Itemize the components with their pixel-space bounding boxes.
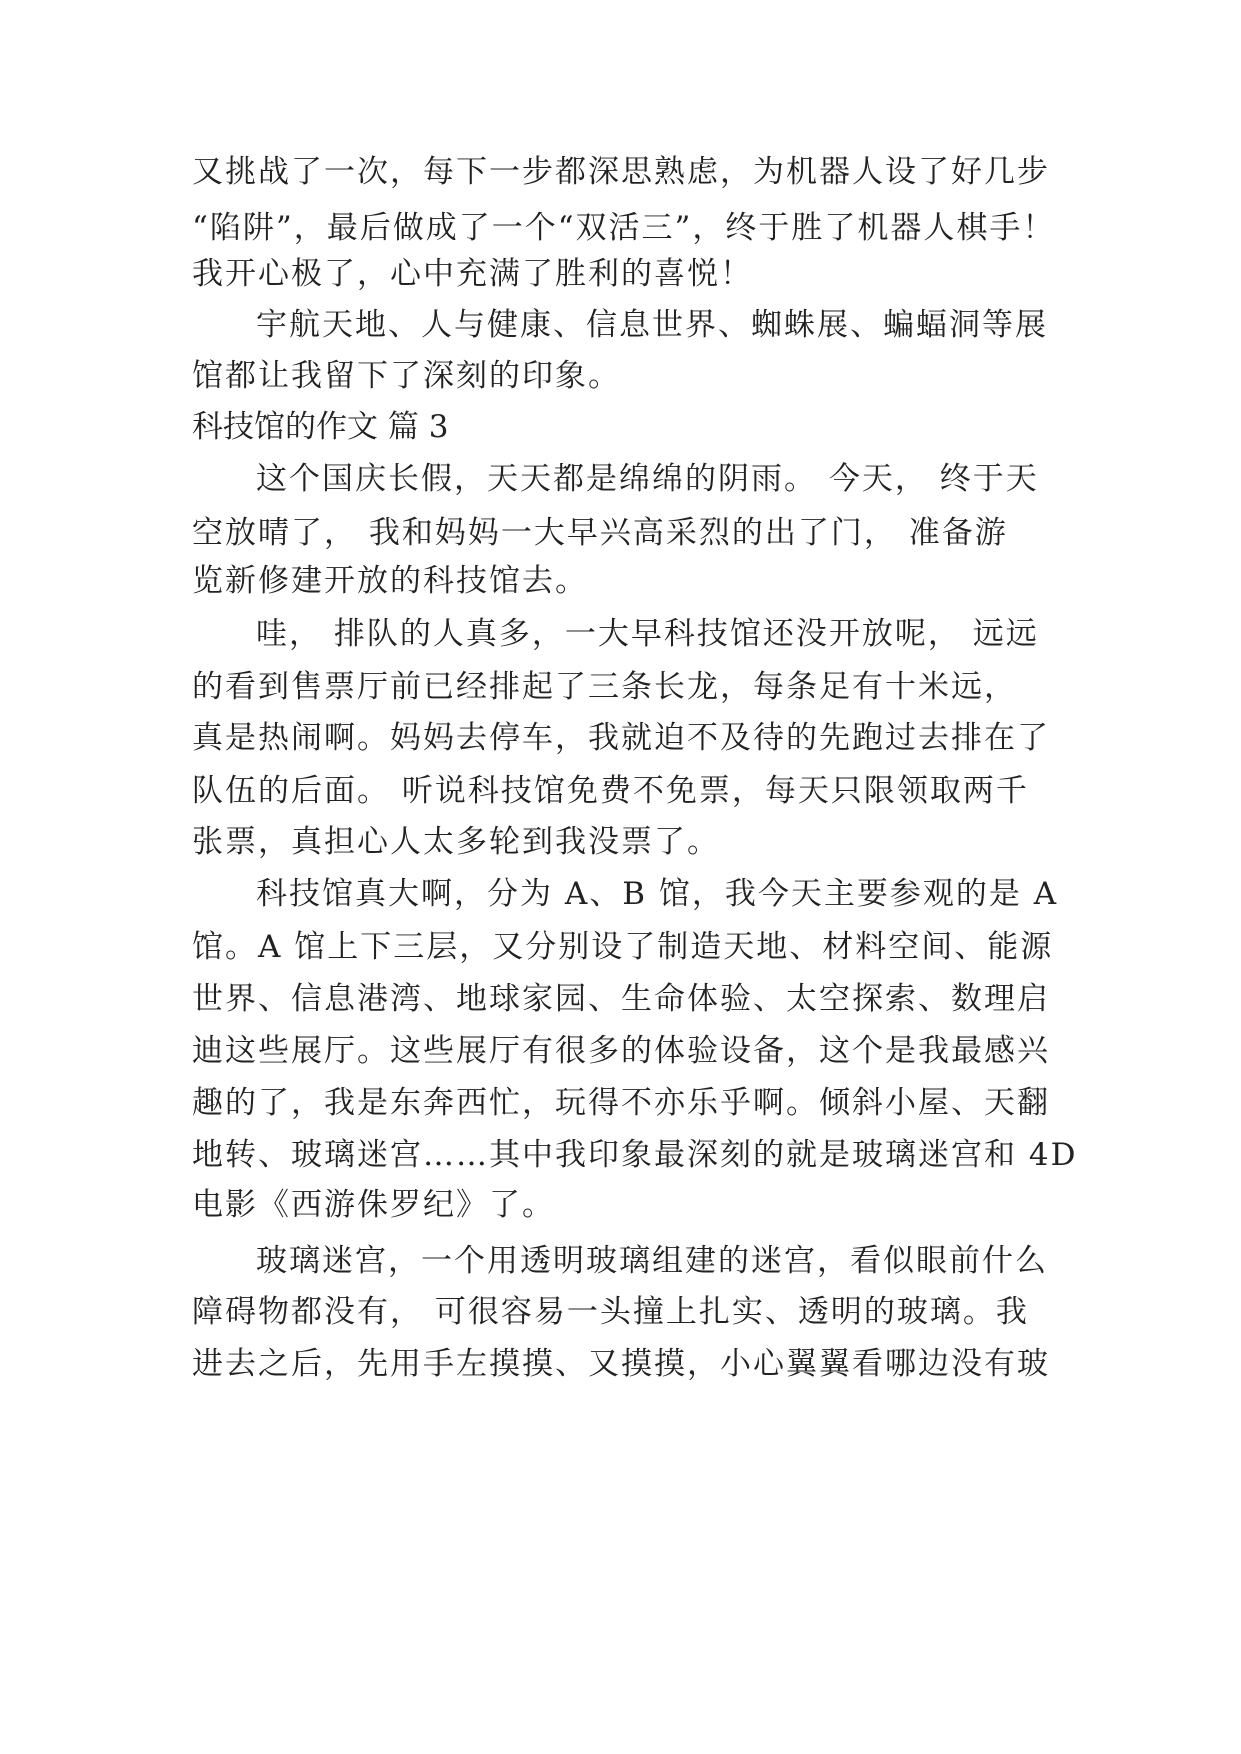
text-line: 科技馆真大啊，分为 A、B 馆，我今天主要参观的是 A [256, 876, 1059, 912]
text-line: 张票，真担心人太多轮到我没票了。 [192, 824, 720, 860]
text-line: 又挑战了一次，每下一步都深思熟虑，为机器人设了好几步 [192, 154, 1050, 190]
text-line: 览新修建开放的科技馆去。 [192, 563, 588, 599]
text-line: 世界、信息港湾、地球家园、生命体验、太空探索、数理启 [192, 981, 1050, 1017]
text-line: 进去之后，先用手左摸摸、又摸摸，小心翼翼看哪边没有玻 [192, 1346, 1050, 1382]
text-line: 空放晴了， 我和妈妈一大早兴高采烈的出了门， 准备游 [192, 515, 1008, 551]
section-title: 科技馆的作文 篇 3 [192, 409, 449, 445]
text-line: 地转、玻璃迷宫……其中我印象最深刻的就是玻璃迷宫和 4D [192, 1137, 1078, 1173]
text-line: “陷阱”，最后做成了一个“双活三”，终于胜了机器人棋手！ [192, 210, 1056, 246]
text-line: 队伍的后面。 听说科技馆免费不免票，每天只限领取两千 [192, 773, 1029, 809]
text-line: 真是热闹啊。妈妈去停车，我就迫不及待的先跑过去排在了 [192, 720, 1050, 756]
text-line: 我开心极了，心中充满了胜利的喜悦！ [192, 256, 753, 292]
text-line: 宇航天地、人与健康、信息世界、蜘蛛展、蝙蝠洞等展 [256, 307, 1048, 343]
text-line: 迪这些展厅。这些展厅有很多的体验设备，这个是我最感兴 [192, 1033, 1050, 1069]
text-line: 电影《西游侏罗纪》了。 [192, 1187, 555, 1223]
text-line: 的看到售票厅前已经排起了三条长龙，每条足有十米远， [192, 669, 1017, 705]
text-line: 馆都让我留下了深刻的印象。 [192, 358, 621, 394]
text-line: 障碍物都没有， 可很容易一头撞上扎实、透明的玻璃。我 [192, 1294, 1029, 1330]
text-line: 趣的了，我是东奔西忙，玩得不亦乐乎啊。倾斜小屋、天翻 [192, 1085, 1050, 1121]
text-line: 哇， 排队的人真多，一大早科技馆还没开放呢， 远远 [256, 616, 1039, 652]
text-line: 馆。A 馆上下三层，又分别设了制造天地、材料空间、能源 [192, 929, 1054, 965]
text-line: 这个国庆长假，天天都是绵绵的阴雨。 今天， 终于天 [256, 461, 1039, 497]
text-line: 玻璃迷宫，一个用透明玻璃组建的迷宫，看似眼前什么 [256, 1243, 1048, 1279]
